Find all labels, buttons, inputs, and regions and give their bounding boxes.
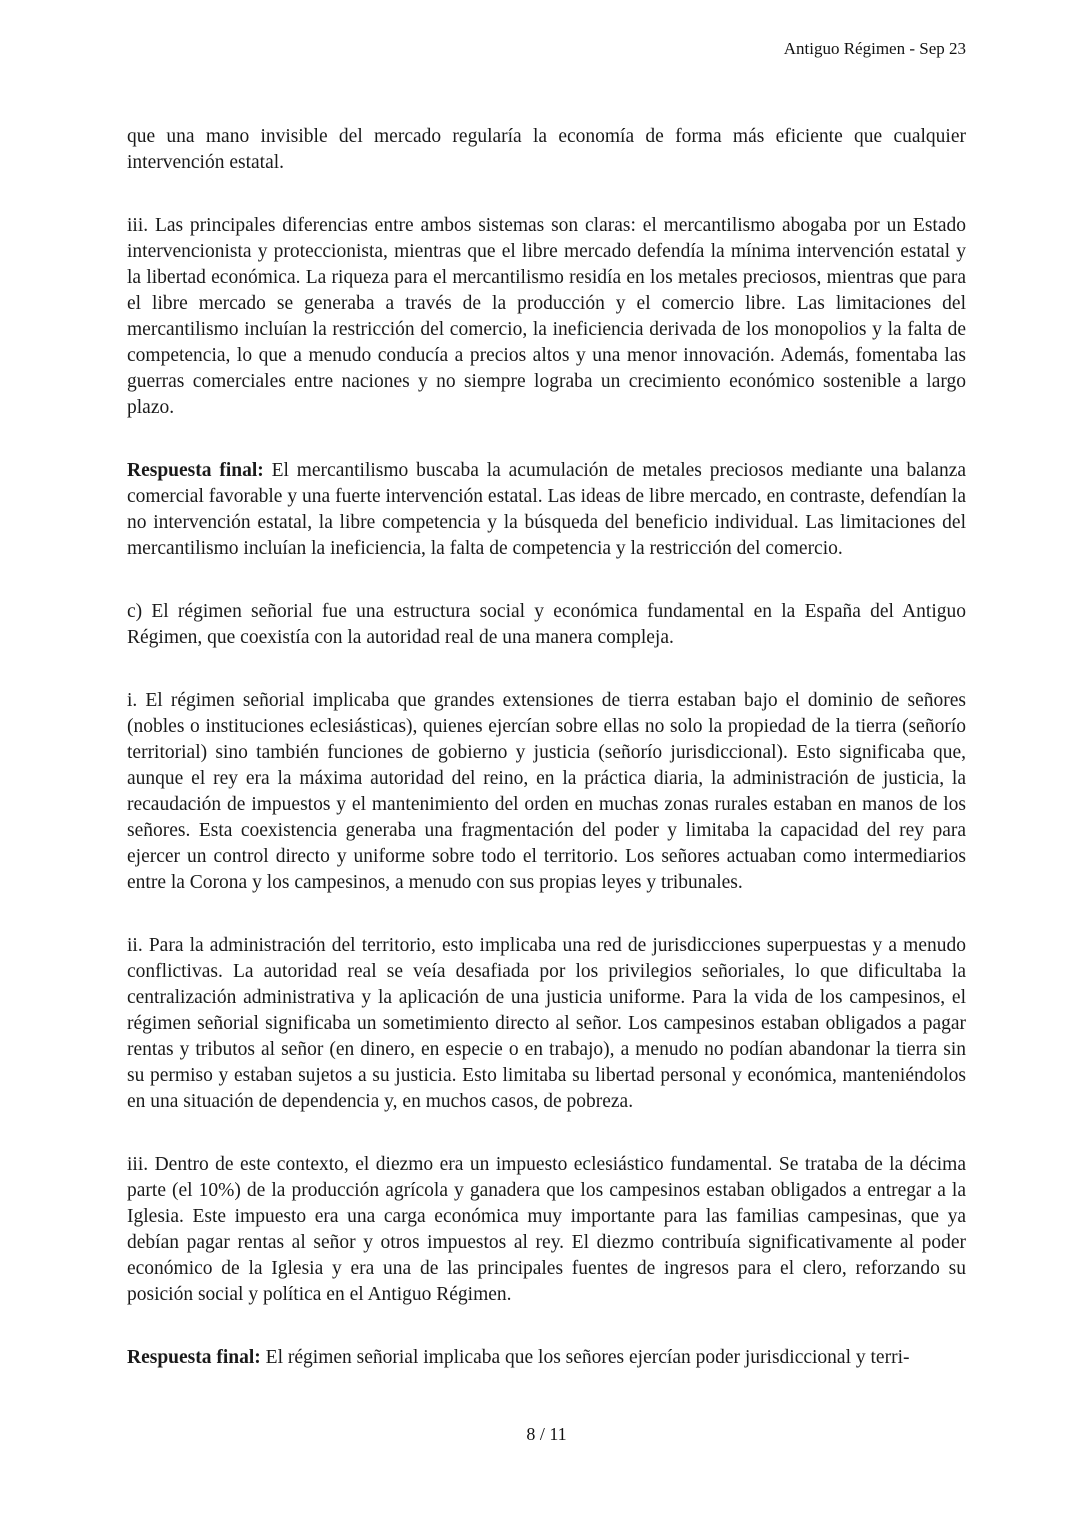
paragraph-text: iii. Dentro de este contexto, el diezmo era un impuesto eclesiástico fundamental. Se trataba de la décima parte (el 10%) de la producción agrícola y ganadera que los campesinos estaban obligados a entregar a la Iglesia. Este impuesto era una carga económica muy importante para las familias campesinas, que ya debían pagar rentas al señor y otros impuestos al rey. El diezmo contribuía significativamente al poder económico de la Iglesia y era una de las principales fuentes de ingresos para el clero, reforzando su posición social y política en el Antiguo Régimen.	[127, 1154, 966, 1305]
paragraph	[127, 1345, 966, 1371]
paragraph-text: c) El régimen señorial fue una estructura social y económica fundamental en la España del Antiguo Régimen, que coexistía con la autoridad real de una manera compleja.	[127, 601, 966, 648]
paragraph-text: ii. Para la administración del territorio, esto implicaba una red de jurisdicciones superpuestas y a menudo conflictivas. La autoridad real se veía desafiada por los privilegios señoriales, lo que dificultaba la centralización administrativa y la aplicación de una justicia uniforme. Para la vida de los campesinos, el régimen señorial significaba un sometimiento directo al señor. Los campesinos estaban obligados a pagar rentas y tributos al señor (en dinero, en especie o en trabajo), a menudo no podían abandonar la tierra sin su permiso y estaban sujetos a su justicia. Esto limitaba su libertad personal y económica, manteniéndolos en una situación de dependencia y, en muchos casos, de pobreza.	[127, 935, 966, 1112]
paragraph-text: El mercantilismo buscaba la acumulación de metales preciosos mediante una balanza comercial favorable y una fuerte intervención estatal. Las ideas de libre mercado, en contraste, defendían la no intervención estatal, la libre competencia y la búsqueda del beneficio individual. Las limitaciones del mercantilismo incluían la ineficiencia, la falta de competencia y la restricción del comercio.	[127, 460, 967, 559]
paragraph-text: El régimen señorial implicaba que los señores ejercían poder jurisdiccional y terri-	[265, 1347, 910, 1368]
paragraph	[127, 599, 966, 651]
paragraph	[127, 213, 966, 421]
paragraph	[127, 688, 966, 896]
paragraph-lead: Respuesta final:	[127, 460, 272, 481]
paragraph	[127, 458, 966, 562]
running-header: Antiguo Régimen - Sep 23	[783, 39, 966, 58]
paragraph	[127, 124, 966, 176]
document-body	[127, 124, 966, 1371]
paragraph	[127, 1152, 966, 1308]
paragraph-text: i. El régimen señorial implicaba que grandes extensiones de tierra estaban bajo el dominio de señores (nobles o instituciones eclesiásticas), quienes ejercían sobre ellas no solo la propiedad de la tierra (señorío territorial) sino también funciones de gobierno y justicia (señorío jurisdiccional). Esto significaba que, aunque el rey era la máxima autoridad del reino, en la práctica diaria, la administración de justicia, la recaudación de impuestos y el mantenimiento del orden en muchas zonas rurales estaban en manos de los señores. Esta coexistencia generaba una fragmentación del poder y limitaba la capacidad del rey para ejercer un control directo y uniforme sobre todo el territorio. Los señores actuaban como intermediarios entre la Corona y los campesinos, a menudo con sus propias leyes y tribunales.	[127, 690, 966, 893]
paragraph-text: que una mano invisible del mercado regularía la economía de forma más eficiente que cualquier intervención estatal.	[127, 126, 966, 173]
page-number: 8 / 11	[526, 1424, 567, 1444]
paragraph-text: iii. Las principales diferencias entre ambos sistemas son claras: el mercantilismo abogaba por un Estado intervencionista y proteccionista, mientras que el libre mercado defendía la mínima intervención estatal y la libertad económica. La riqueza para el mercantilismo residía en los metales preciosos, mientras que para el libre mercado se generaba a través de la producción y el comercio libre. Las limitaciones del mercantilismo incluían la restricción del comercio, la ineficiencia derivada de los monopolios y la falta de competencia, lo que a menudo conducía a precios altos y una menor innovación. Además, fomentaba las guerras comerciales entre naciones y no siempre lograba un crecimiento económico sostenible a largo plazo.	[127, 215, 966, 418]
paragraph	[127, 933, 966, 1115]
paragraph-lead: Respuesta final:	[127, 1347, 266, 1368]
